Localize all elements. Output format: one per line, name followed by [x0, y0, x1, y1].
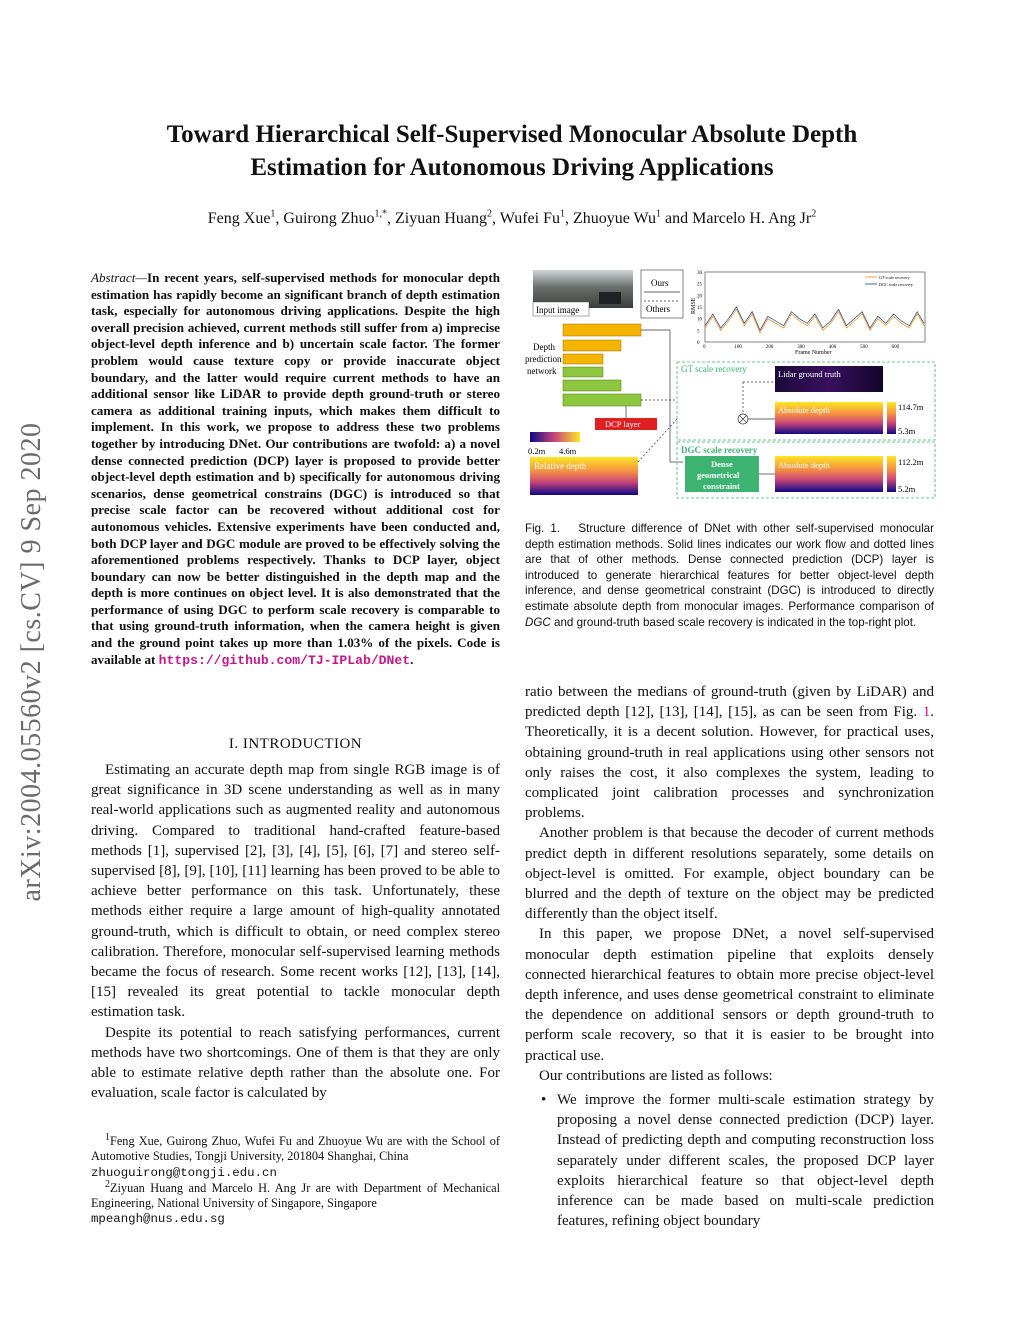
y-tick-label-0: 0 — [697, 341, 700, 346]
gt-colorbar — [887, 402, 896, 434]
footnote-1-email[interactable]: zhuoguirong@tongji.edu.cn — [91, 1165, 277, 1180]
abstract-label: Abstract— — [91, 270, 148, 285]
intro-right-column — [525, 682, 934, 1231]
abstract-text: In recent years, self-supervised methods for monocular depth estimation has rapidly become an significant branch of depth estimation task, especially for autonomous driving applications. Despite the high overall precision achieved, current methods still suffer from a) imprecise object-level depth inference and b) uncertain scale factor. The former problem would cause texture copy or provide inaccurate object boundary, and the latter would require current methods to have an additional sensor like LiDAR to provide depth ground-truth or stereo camera as additional training inputs, which makes them difficult to implement. In this work, we propose to address these two problems together by introducing DNet. Our contributions are twofold: a) a novel dense connected prediction (DCP) layer is proposed to provide better object-level depth estimation and b) specifically for autonomous driving scenarios, dense geometrical constrains (DGC) is introduced so that precise scale factor can be recovered without additional cost for autonomous vehicles. Extensive experiments have been conducted and, both DCP layer and DGC module are proved to be effectively solving the aforementioned problems respectively. Thanks to DCP layer, object boundary can now be better distinguished in the depth map and the depth is more continues on object level. It is also demonstrated that the performance of using DGC to perform scale recovery is comparable to that using ground-truth information, when the camera height is given and the ground point takes up more than 1.03% of the pixels. Code is available at — [91, 270, 500, 667]
y-tick-label-5: 25 — [697, 282, 702, 288]
title-line-1: Toward Hierarchical Self-Supervised Monocular Absolute Depth — [166, 121, 858, 148]
gt-min-depth: 5.3m — [898, 426, 916, 436]
author-list: Feng Xue$^1$, Guirong Zhuo$^{1,*}$, Ziyuan Huang$^2$, Wufei Fu$^1$, Zhuoyue Wu$^1$ and Marcelo H. Ang Jr$^2$ — [207, 208, 817, 227]
y-tick-label-1: 5 — [697, 329, 700, 335]
caption-em: DGC — [525, 615, 551, 629]
dgc-max-depth: 112.2m — [898, 457, 924, 467]
encoder-bar-3 — [563, 354, 603, 364]
x-tick-label-0: 0 — [703, 345, 706, 350]
dgc-colorbar — [887, 456, 896, 492]
caption-text-a: Structure difference of DNet with other self-supervised monocular depth estimation methods. Solid lines indicates our work flow and dotted lines are that of other methods. Dense connected prediction (DCP) layer is introduced to generate hierarchical features for better object-level depth inference, and dense geometrical constraint (DGC) is introduced to directly estimate absolute depth from monocular images. Performance comparison of — [525, 522, 934, 613]
dense-geo-line-3: constraint — [703, 481, 740, 491]
intro-right-paragraph-4: Our contributions are listed as follows: — [539, 1067, 773, 1084]
depth-net-label-2: prediction — [525, 354, 562, 364]
input-image-car — [599, 292, 621, 304]
intro-paragraph-2: Despite its potential to reach satisfying performances, current methods have two shortcomings. One of them is that they are only able to estimate relative depth rather than the absolute one. For evaluation, scale factor is calculated by — [91, 1024, 500, 1102]
depth-net-label-1: Depth — [533, 342, 555, 352]
rmse-chart — [691, 271, 925, 356]
y-tick-label-3: 15 — [697, 306, 702, 311]
gt-absolute-depth-label: Absolute depth — [778, 405, 830, 415]
encoder-bar-1 — [563, 324, 641, 336]
dgc-min-depth: 5.2m — [898, 484, 916, 494]
colorbar-min: 0.2m — [528, 446, 546, 456]
intro-left-column — [91, 760, 500, 1103]
author-5: Zhuoyue Wu$^1$ — [572, 208, 662, 227]
gt-scale-label: GT scale recovery — [681, 364, 747, 374]
title-line-2: Estimation for Autonomous Driving Applications — [250, 154, 774, 181]
author-1: Feng Xue$^1$ — [207, 208, 276, 227]
contribution-bullet-1: • We improve the former multi-scale estimation strategy by proposing a novel dense connected prediction (DCP) layer. Instead of predicting depth and computing reconstruction loss separately under different scales, the proposed DCP layer exploits hierarchical feature so that object-level depth inference can be made based on multi-scale prediction features, refining object boundary — [525, 1090, 934, 1231]
footnote-1: $^1$Feng Xue, Guirong Zhuo, Wufei Fu and Zhuoyue Wu are with the School of Automotive Studies, Tongji University, 201804 Shanghai, China zhuoguirong@tongji.edu.cn — [91, 1131, 500, 1180]
chart-ylabel: RMSE — [691, 297, 697, 314]
decoder-bar-1 — [563, 367, 603, 377]
relative-colorbar — [530, 432, 580, 442]
figure-1-caption — [525, 521, 934, 630]
arxiv-stamp — [12, 362, 52, 962]
paper-title — [90, 118, 934, 184]
dcp-layer-label: DCP layer — [605, 419, 641, 429]
footnotes — [91, 1131, 500, 1228]
lidar-label: Lidar ground truth — [778, 369, 841, 379]
gt-max-depth: 114.7m — [898, 402, 924, 412]
x-tick-label-1: 100 — [734, 345, 742, 350]
input-image-label: Input image — [536, 305, 580, 315]
y-tick-label-6: 30 — [697, 271, 702, 276]
section-heading-introduction: I. INTRODUCTION — [228, 736, 363, 752]
intro-right-paragraph-3: In this paper, we propose DNet, a novel self-supervised monocular depth estimation pipeline that exploits densely connected hierarchical features to obtain more precise object-level depth inference, and uses dense geometrical constraint to eliminate the dependence on additional sensors or depth ground-truth to perform scale recovery, so that it is easier to be brought into practical use. — [525, 926, 934, 1064]
author-4: Wufei Fu$^1$ — [499, 208, 565, 227]
y-tick-label-2: 10 — [697, 317, 702, 323]
encoder-bar-2 — [563, 340, 621, 351]
figure-1 — [525, 262, 937, 502]
author-3: Ziyuan Huang$^2$ — [395, 208, 493, 227]
legend-ours: Ours — [651, 278, 669, 288]
x-tick-label-2: 200 — [765, 345, 774, 350]
x-tick-label-3: 300 — [797, 345, 805, 350]
authors-conjunction: and — [665, 210, 689, 227]
author-6: Marcelo H. Ang Jr$^2$ — [692, 208, 817, 227]
caption-text-b: and ground-truth based scale recovery is indicated in the top-right plot. — [554, 615, 917, 629]
author-2: Guirong Zhuo$^{1,*}$ — [283, 208, 388, 227]
chart-xlabel: Frame Number — [795, 350, 832, 356]
abstract-end: . — [410, 651, 414, 667]
abstract — [91, 270, 500, 669]
dgc-absolute-depth-label: Absolute depth — [778, 460, 830, 470]
series-line-gt — [705, 309, 924, 332]
y-tick-label-4: 20 — [697, 294, 702, 300]
footnote-2: $^2$Ziyuan Huang and Marcelo H. Ang Jr are with Department of Mechanical Engineering, National University of Singapore, Singapore mpeangh@nus.edu.sg — [91, 1178, 500, 1227]
footnote-2-email[interactable]: mpeangh@nus.edu.sg — [91, 1212, 225, 1227]
code-link[interactable]: https://github.com/TJ-IPLab/DNet — [158, 652, 411, 668]
caption-label: Fig. 1. — [525, 522, 561, 535]
x-tick-label-4: 400 — [828, 345, 837, 350]
arxiv-id: arXiv:2004.05560v2 [cs.CV] 9 Sep 2020 — [16, 422, 47, 902]
legend-dgc-label: DGC scale recovery — [879, 282, 913, 287]
colorbar-max: 4.6m — [559, 446, 577, 456]
decoder-bar-3 — [563, 394, 641, 406]
x-tick-label-5: 500 — [860, 345, 868, 350]
decoder-bar-2 — [563, 380, 621, 391]
intro-right-paragraph-1: ratio between the medians of ground-truth (given by LiDAR) and predicted depth [12], [13], [14], [15], as can be seen from Fig. 1. Theoretically, it is a decent solution. However, for practical uses, obtaining ground-truth in real applications using other sensors not only raises the cost, it also complexes the system, leading to complicated joint calibration processes and synchronization problems. — [525, 684, 934, 822]
dgc-scale-label: DGC scale recovery — [681, 445, 758, 455]
dense-geo-line-1: Dense — [711, 459, 733, 469]
relative-depth-label: Relative depth — [534, 461, 587, 471]
legend-gt-label: GT scale recovery — [879, 275, 910, 280]
intro-paragraph-1: Estimating an accurate depth map from single RGB image is of great significance in 3D scene understanding as well as in many real-world applications such as augmented reality and autonomous driving. Compared to traditional hand-crafted feature-based methods [1], supervised [2], [3], [4], [5], [6], [7] and stereo self-supervised [8], [9], [10], [11] learning has been proved to be able to achieve better performance on this task. Unfortunately, these methods either require a large amount of high-quality annotated ground-truth, which is difficult to obtain, or need complex stereo calibration. Therefore, monocular self-supervised learning methods became the focus of research. Some recent works [12], [13], [14], [15] revealed its great potential to tackle monocular depth estimation task. — [91, 762, 500, 1021]
intro-right-paragraph-2: Another problem is that because the decoder of current methods predict depth in different resolutions separately, some details on object-level is omitted. For example, object boundary can be blurred and the depth of texture on the object may be predicted differently than the object itself. — [525, 825, 934, 923]
fig-1-reference[interactable]: 1 — [922, 704, 931, 721]
depth-net-label-3: network — [527, 366, 557, 376]
legend-others: Others — [646, 304, 670, 314]
dense-geo-line-2: geometrical — [697, 470, 740, 480]
x-tick-label-6: 600 — [891, 345, 900, 350]
